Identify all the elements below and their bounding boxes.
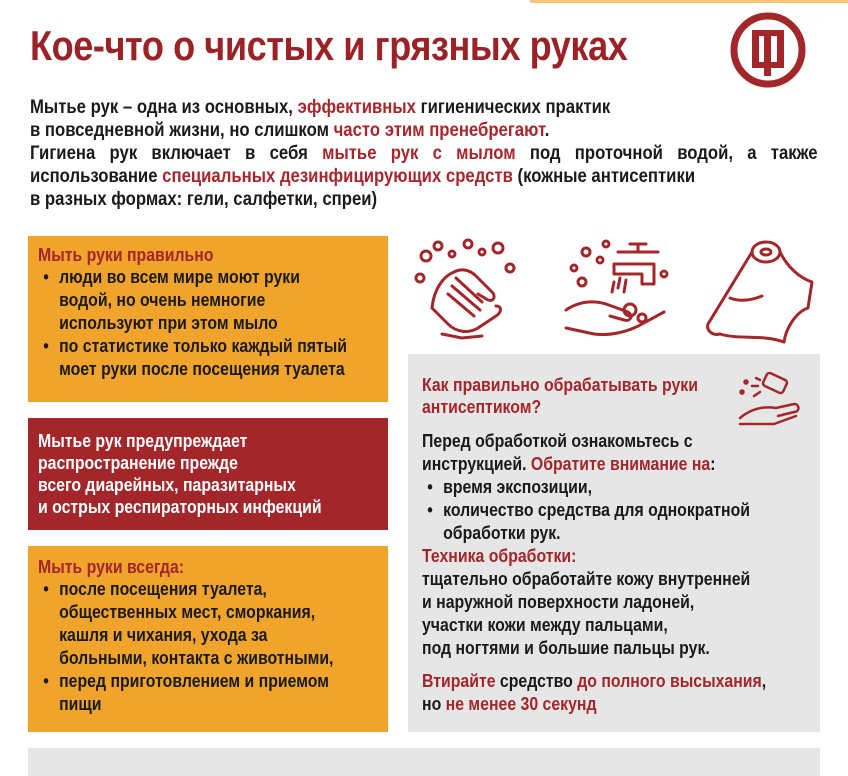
intro-paragraph: Мытье рук – одна из основных, эффективных гигиенических практик в повседневной жизни, но слишком часто этим пренебрегают. Гигиена рук включает в себя мытье рук с мылом под проточной водой, а также использование специальных дезинфицирующих средств (кожные антисептики в разных формах: гели, салфетки, спреи) [30,97,818,210]
antiseptic-title: Как правильно обрабатывать руки антисептиком? [422,375,698,417]
list-item: • перед приготовлением и приемом пищи [38,670,333,716]
prevention-box: Мытье рук предупреждает распространение прежде всего диарейных, паразитарных и острых респираторных инфекций [28,418,388,530]
spray-hand-icon [734,372,802,426]
list-item: • количество средства для однократной обработки рук. [422,499,766,545]
antiseptic-text: Перед обработкой ознакомьтесь с инструкцией. Обратите внимание на: • время экспозиции, • количество средства для однократной обработки рук. Техника обработки: тщательно обработайте кожу внутренней и наружной поверхности ладоней, участки кожи между пальцами, под ногтями и большие пальцы рук. Втирайте средство до полного высыхания, но не менее 30 секунд [422,430,766,716]
faucet-hands-icon [558,238,678,342]
wash-hands-correctly-box [28,236,388,402]
list-item: • по статистике только каждый пятый моет руки после посещения туалета [38,335,347,381]
always-wash-box [28,546,388,732]
list-item: • после посещения туалета, общественных мест, сморкания, кашля и чихания, ухода за больными, контакта с животными, [38,578,333,670]
box-title: Мыть руки правильно [38,245,214,265]
technique-title: Техника обработки: [422,546,577,566]
paper-towel-icon [700,238,820,344]
list-item: • время экспозиции, [422,476,766,499]
antiseptic-box [408,354,820,732]
logo-icon [728,10,808,90]
box-title: Мыть руки всегда: [38,557,185,577]
top-accent-bar [530,0,848,3]
hands-washing-icon [412,238,522,344]
page-title: Кое-что о чистых и грязных руках [30,22,628,69]
bottom-info-box [28,748,820,776]
list-item: • люди во всем мире моют руки водой, но очень немногие используют при этом мыло [38,266,347,335]
